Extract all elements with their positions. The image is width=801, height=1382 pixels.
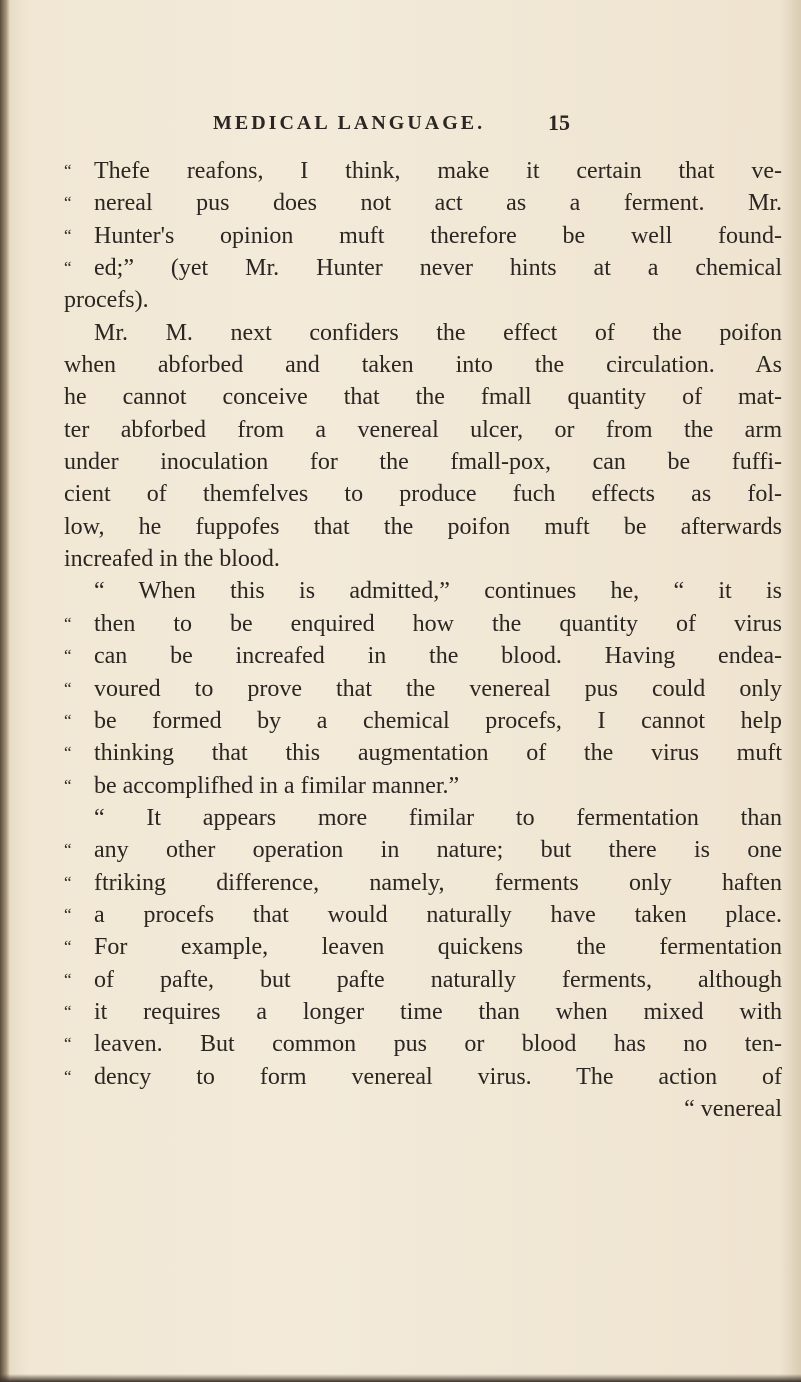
text-line — [64, 317, 782, 349]
line-text: low, he fuppofes that the poifon muft be afterwards — [64, 513, 782, 540]
quotation-mark: “ — [64, 1001, 72, 1021]
page-number: 15 — [548, 110, 570, 135]
line-text: ftriking difference, namely, ferments only haften — [94, 869, 782, 896]
line-text: he cannot conceive that the fmall quantity of mat- — [64, 384, 782, 411]
line-text: Thefe reafons, I think, make it certain that ve- — [94, 158, 782, 184]
line-text: voured to prove that the venereal pus could only — [94, 675, 782, 702]
text-line — [64, 640, 782, 672]
catchword — [64, 1093, 782, 1125]
text-line — [64, 737, 782, 769]
line-text: a procefs that would naturally have taken place. — [94, 901, 782, 928]
quotation-mark: “ — [64, 840, 72, 860]
line-text: be formed by a chemical procefs, I cannot help — [94, 707, 782, 734]
text-line — [64, 187, 782, 219]
body-text — [64, 155, 782, 1125]
line-text: nereal pus does not act as a ferment. Mr. — [94, 190, 782, 217]
text-line — [64, 996, 782, 1028]
quotation-mark: “ — [64, 193, 72, 213]
text-line — [64, 964, 782, 996]
text-line — [64, 511, 782, 543]
line-text: increafed in the blood. — [64, 546, 280, 573]
quotation-mark: “ — [64, 937, 72, 957]
text-line — [64, 381, 782, 413]
line-text: dency to form venereal virus. The action of — [94, 1063, 782, 1090]
quotation-mark: “ — [64, 678, 72, 698]
text-line — [64, 608, 782, 640]
quotation-mark: “ — [64, 225, 72, 245]
text-line — [64, 1061, 782, 1093]
line-text: “ It appears more fimilar to fermentation than — [94, 804, 782, 831]
quotation-mark: “ — [64, 258, 72, 278]
line-text: “ When this is admitted,” continues he, “ it is — [94, 578, 782, 605]
line-text: when abforbed and taken into the circulation. As — [64, 352, 782, 379]
quotation-mark: “ — [64, 872, 72, 892]
page-bottom-edge — [0, 1374, 801, 1382]
text-line — [64, 220, 782, 252]
line-text: then to be enquired how the quantity of virus — [94, 610, 782, 637]
line-text: any other operation in nature; but there is one — [94, 837, 782, 864]
quotation-mark: “ — [64, 710, 72, 730]
text-line — [64, 770, 782, 802]
line-text: of pafte, but pafte naturally ferments, although — [94, 966, 782, 993]
line-text: cient of themfelves to produce fuch effects as fol- — [64, 481, 782, 508]
text-line — [64, 543, 782, 575]
quotation-mark: “ — [64, 161, 72, 180]
line-text: can be increafed in the blood. Having endea- — [94, 643, 782, 670]
text-line — [64, 705, 782, 737]
quotation-mark: “ — [64, 613, 72, 633]
text-line — [64, 834, 782, 866]
line-text: it requires a longer time than when mixed with — [94, 998, 782, 1025]
line-text: under inoculation for the fmall-pox, can be fuffi- — [64, 449, 782, 476]
text-line — [64, 575, 782, 607]
line-text: Mr. M. next confiders the effect of the poifon — [94, 319, 782, 346]
line-text: procefs). — [64, 287, 149, 314]
text-line — [64, 899, 782, 931]
line-text: For example, leaven quickens the fermentation — [94, 934, 782, 961]
quotation-mark: “ — [64, 904, 72, 924]
text-line — [64, 349, 782, 381]
catchword-text: “ venereal — [684, 1095, 782, 1122]
quotation-mark: “ — [64, 1034, 72, 1054]
text-line — [64, 931, 782, 963]
line-text: leaven. But common pus or blood has no ten- — [94, 1031, 782, 1058]
text-line — [64, 284, 782, 316]
quotation-mark: “ — [64, 969, 72, 989]
text-line — [64, 673, 782, 705]
line-text: Hunter's opinion muft therefore be well found- — [94, 222, 782, 249]
quotation-mark: “ — [64, 743, 72, 763]
line-text: ed;” (yet Mr. Hunter never hints at a chemical — [94, 255, 782, 282]
line-text: thinking that this augmentation of the virus muft — [94, 740, 782, 767]
quotation-mark: “ — [64, 775, 72, 795]
text-line — [64, 252, 782, 284]
text-line — [64, 155, 782, 187]
running-head — [0, 112, 801, 142]
line-text: ter abforbed from a venereal ulcer, or from the arm — [64, 416, 782, 443]
text-line — [64, 1028, 782, 1060]
quotation-mark: “ — [64, 646, 72, 666]
text-line — [64, 802, 782, 834]
book-spine-shadow — [0, 0, 10, 1382]
text-line — [64, 478, 782, 510]
text-line — [64, 446, 782, 478]
text-line — [64, 414, 782, 446]
line-text: be accomplifhed in a fimilar manner.” — [94, 772, 460, 799]
running-title: MEDICAL LANGUAGE. — [213, 112, 486, 134]
quotation-mark: “ — [64, 1066, 72, 1086]
text-line — [64, 867, 782, 899]
